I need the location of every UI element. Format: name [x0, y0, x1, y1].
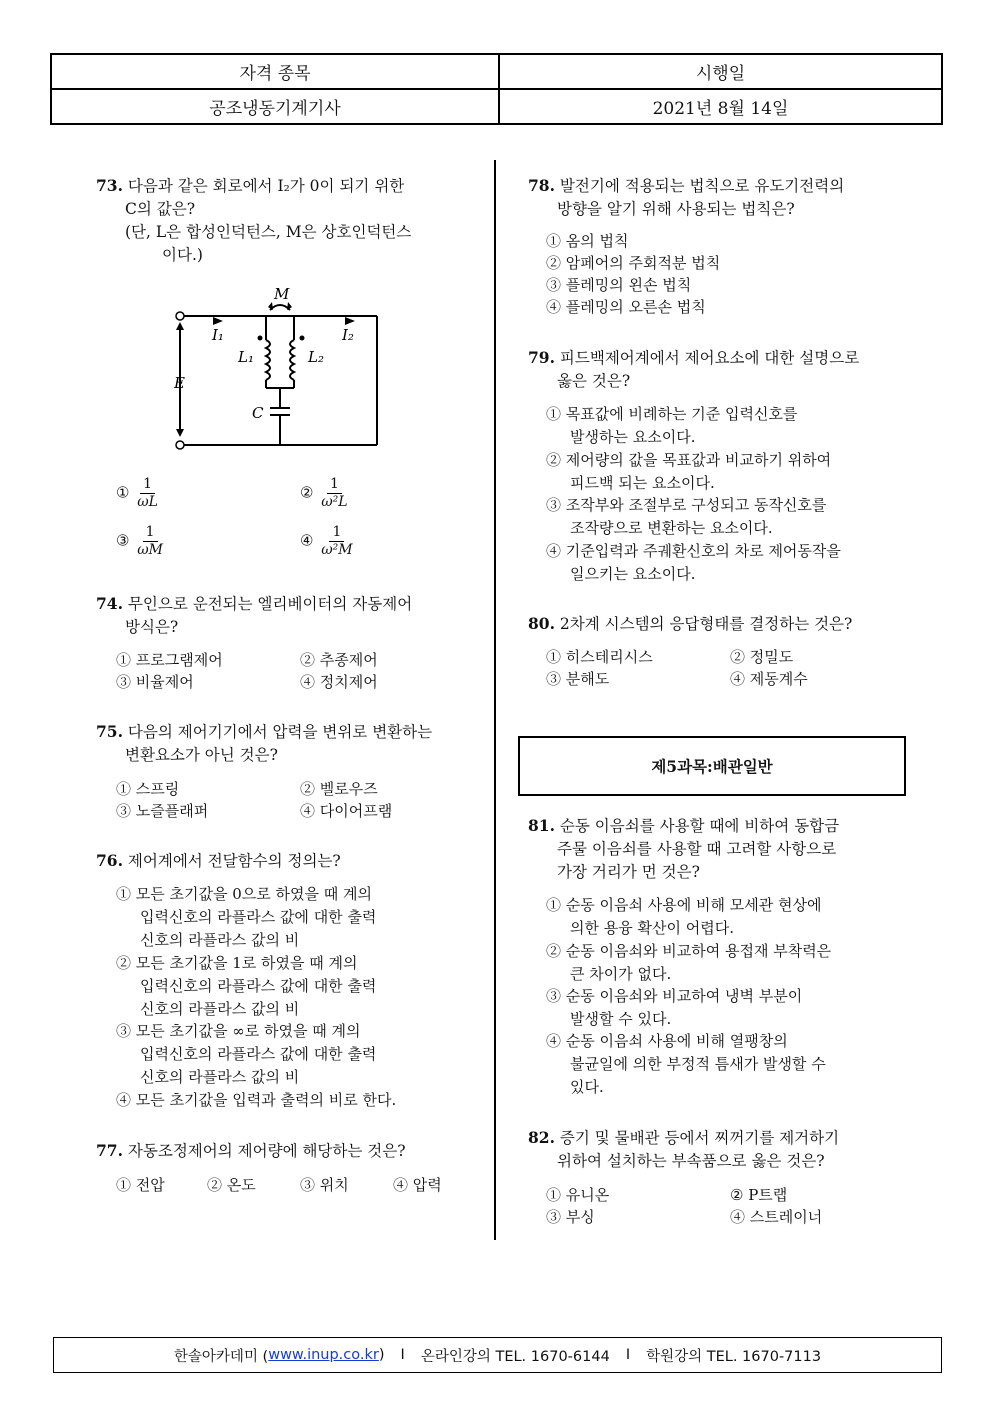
option-fraction [318, 476, 350, 511]
option-line: 큰 차이가 없다. [570, 965, 672, 983]
option-line: 신호의 라플라스 값의 비 [140, 1068, 300, 1086]
option-3[interactable] [116, 524, 166, 559]
option-line: ① 목표값에 비례하는 기준 입력신호를 [546, 405, 798, 423]
option-1[interactable]: ① 옴의 법칙 [546, 232, 629, 250]
question-text: 방식은? [125, 618, 179, 636]
question-number: 82. [528, 1128, 555, 1147]
question-note: (단, L은 합성인덕턴스, M은 상호인덕턴스 [125, 223, 412, 241]
question-note: 이다.) [162, 246, 203, 264]
option-fraction [134, 524, 166, 559]
question-number: 73. [96, 176, 123, 195]
option-mark: ② [300, 483, 314, 502]
option-line: 의한 용융 확산이 어렵다. [570, 919, 734, 937]
option-mark: ① [116, 483, 130, 502]
section-title: 제5과목:배관일반 [518, 736, 906, 796]
option-2[interactable]: ② 정밀도 [730, 648, 794, 666]
option-3[interactable]: ③ 비율제어 [116, 673, 194, 691]
option-1[interactable]: ① 유니온 [546, 1186, 610, 1204]
option-line: ② 모든 초기값을 1로 하였을 때 계의 [116, 954, 358, 972]
question-79 [528, 346, 859, 393]
option-line: 발생하는 요소이다. [570, 428, 696, 446]
question-78 [528, 174, 844, 221]
option-4[interactable]: ④ 플레밍의 오른손 법칙 [546, 298, 706, 316]
option-2[interactable]: ② 추종제어 [300, 651, 378, 669]
option-1[interactable] [116, 476, 161, 511]
option-1[interactable]: ① 스프링 [116, 780, 180, 798]
option-mark: ③ [116, 531, 130, 550]
option-line: 일으키는 요소이다. [570, 565, 696, 583]
question-text: 증기 및 물배관 등에서 찌꺼기를 제거하기 [559, 1129, 840, 1147]
option-line: ④ 순동 이음쇠 사용에 비해 열팽창의 [546, 1032, 788, 1050]
question-text: 자동조정제어의 제어량에 해당하는 것은? [127, 1142, 406, 1160]
diagram-label-l2: L₂ [308, 348, 324, 366]
footer-separator: I [625, 1347, 631, 1363]
option-4[interactable] [116, 1089, 396, 1112]
question-text: 발전기에 적용되는 법칙으로 유도기전력의 [559, 177, 845, 195]
header-subject: 공조냉동기계기사 [51, 89, 499, 124]
question-text: 다음의 제어기기에서 압력을 변위로 변환하는 [127, 723, 433, 741]
footer-offline: 학원강의 TEL. 1670-7113 [646, 1348, 822, 1365]
header-label-date: 시행일 [499, 54, 942, 89]
footer-online: 온라인강의 TEL. 1670-6144 [420, 1348, 610, 1365]
option-4[interactable] [300, 524, 356, 559]
question-text: 다음과 같은 회로에서 I₂가 0이 되기 위한 [127, 177, 405, 195]
option-line: 입력신호의 라플라스 값에 대한 출력 [140, 908, 377, 926]
option-2[interactable] [546, 940, 831, 986]
option-1[interactable] [546, 403, 797, 449]
diagram-label-i1: I₁ [212, 326, 224, 344]
option-line: 입력신호의 라플라스 값에 대한 출력 [140, 977, 377, 995]
fraction-denominator: ω²M [321, 542, 353, 558]
footer-link[interactable]: www.inup.co.kr [268, 1347, 379, 1363]
option-3[interactable]: ③ 노즐플래퍼 [116, 802, 209, 820]
option-line: ② 순동 이음쇠와 비교하여 용접재 부착력은 [546, 942, 832, 960]
option-3[interactable] [546, 985, 802, 1031]
question-text: 변환요소가 아닌 것은? [125, 746, 278, 764]
option-3[interactable]: ③ 플레밍의 왼손 법칙 [546, 276, 692, 294]
question-text: C의 값은? [125, 200, 196, 218]
question-text: 무인으로 운전되는 엘리베이터의 자동제어 [127, 595, 413, 613]
option-line: ① 순동 이음쇠 사용에 비해 모세관 현상에 [546, 896, 822, 914]
question-73 [96, 174, 411, 267]
option-line: 있다. [570, 1078, 604, 1096]
option-4[interactable] [546, 540, 841, 586]
option-4[interactable]: ④ 다이어프램 [300, 802, 393, 820]
option-2[interactable]: ② 온도 [207, 1176, 256, 1194]
question-text: 옳은 것은? [557, 372, 631, 390]
question-text: 주물 이음쇠를 사용할 때 고려할 사항으로 [557, 840, 837, 858]
option-1[interactable]: ① 히스테리시스 [546, 648, 653, 666]
option-4[interactable]: ④ 정치제어 [300, 673, 378, 691]
option-2[interactable] [546, 449, 831, 495]
question-77 [96, 1139, 406, 1163]
option-mark: ④ [300, 531, 314, 550]
option-fraction [318, 524, 355, 559]
question-number: 77. [96, 1141, 123, 1160]
question-number: 80. [528, 614, 555, 633]
option-1[interactable] [116, 883, 376, 952]
option-4[interactable]: ④ 제동계수 [730, 670, 808, 688]
fraction-numerator: 1 [140, 476, 155, 494]
diagram-label-c: C [252, 404, 264, 422]
option-fraction [134, 476, 161, 511]
header-date: 2021년 8월 14일 [499, 89, 942, 124]
option-line: 불균일에 의한 부정적 틈새가 발생할 수 [570, 1055, 826, 1073]
option-1[interactable]: ① 전압 [116, 1176, 165, 1194]
header-label-subject: 자격 종목 [51, 54, 499, 89]
fraction-numerator: 1 [327, 476, 342, 494]
option-3[interactable] [116, 1020, 376, 1089]
question-text: 가장 거리가 먼 것은? [557, 863, 700, 881]
option-4[interactable]: ④ 스트레이너 [730, 1208, 823, 1226]
option-line: 조작량으로 변환하는 요소이다. [570, 519, 773, 537]
fraction-denominator: ωL [137, 494, 158, 510]
diagram-label-i2: I₂ [342, 326, 354, 344]
option-line: ③ 모든 초기값을 ∞로 하였을 때 계의 [116, 1022, 361, 1040]
footer [53, 1337, 942, 1373]
header-table [50, 53, 943, 125]
question-text: 방향을 알기 위해 사용되는 법칙은? [557, 200, 795, 218]
question-80 [528, 612, 852, 636]
option-line: ④ 기준입력과 주궤환신호의 차로 제어동작을 [546, 542, 841, 560]
diagram-label-l1: L₁ [238, 348, 254, 366]
fraction-numerator: 1 [143, 524, 158, 542]
option-1[interactable]: ① 프로그램제어 [116, 651, 223, 669]
option-2[interactable]: ② 벨로우즈 [300, 780, 378, 798]
option-3[interactable] [546, 494, 826, 540]
option-line: ③ 조작부와 조절부로 구성되고 동작신호를 [546, 496, 827, 514]
question-text: 순동 이음쇠를 사용할 때에 비하여 동합금 [559, 817, 840, 835]
question-number: 81. [528, 816, 555, 835]
question-82 [528, 1126, 839, 1173]
question-number: 78. [528, 176, 555, 195]
option-4[interactable]: ④ 압력 [393, 1176, 442, 1194]
option-line: ③ 순동 이음쇠와 비교하여 냉벽 부분이 [546, 987, 803, 1005]
option-2[interactable]: ② 암페어의 주회적분 법칙 [546, 254, 721, 272]
option-line: ④ 모든 초기값을 입력과 출력의 비로 한다. [116, 1091, 397, 1109]
option-line: 발생할 수 있다. [570, 1010, 672, 1028]
footer-academy: 한솔아카데미 ( [173, 1348, 269, 1365]
footer-separator: I [400, 1347, 405, 1363]
circuit-diagram [150, 280, 400, 460]
option-2[interactable] [300, 476, 351, 511]
column-divider [494, 160, 496, 1240]
diagram-label-m: M [274, 285, 290, 303]
option-2[interactable] [116, 952, 376, 1021]
question-text: 2차계 시스템의 응답형태를 결정하는 것은? [559, 615, 853, 633]
option-4[interactable] [546, 1030, 826, 1099]
option-line: 신호의 라플라스 값의 비 [140, 1000, 300, 1018]
option-line: 신호의 라플라스 값의 비 [140, 931, 300, 949]
fraction-numerator: 1 [329, 524, 344, 542]
question-text: 제어계에서 전달함수의 정의는? [127, 852, 341, 870]
question-81 [528, 814, 839, 884]
option-3[interactable]: ③ 분해도 [546, 670, 610, 688]
question-75 [96, 720, 432, 767]
option-1[interactable] [546, 894, 821, 940]
question-text: 피드백제어계에서 제어요소에 대한 설명으로 [559, 349, 860, 367]
diagram-label-e: E [174, 374, 185, 392]
option-line: ① 모든 초기값을 0으로 하였을 때 계의 [116, 885, 373, 903]
question-number: 74. [96, 594, 123, 613]
fraction-denominator: ωM [137, 542, 163, 558]
footer-close: ) [378, 1347, 385, 1363]
option-line: 입력신호의 라플라스 값에 대한 출력 [140, 1045, 377, 1063]
question-74 [96, 592, 412, 639]
fraction-denominator: ω²L [321, 494, 348, 510]
question-number: 76. [96, 851, 123, 870]
question-number: 75. [96, 722, 123, 741]
question-text: 위하여 설치하는 부속품으로 옳은 것은? [557, 1152, 825, 1170]
option-line: 피드백 되는 요소이다. [570, 474, 715, 492]
question-76 [96, 849, 341, 873]
option-3[interactable]: ③ 위치 [300, 1176, 349, 1194]
question-number: 79. [528, 348, 555, 367]
option-3[interactable]: ③ 부싱 [546, 1208, 595, 1226]
option-2[interactable]: ② P트랩 [730, 1186, 788, 1204]
option-line: ② 제어량의 값을 목표값과 비교하기 위하여 [546, 451, 832, 469]
